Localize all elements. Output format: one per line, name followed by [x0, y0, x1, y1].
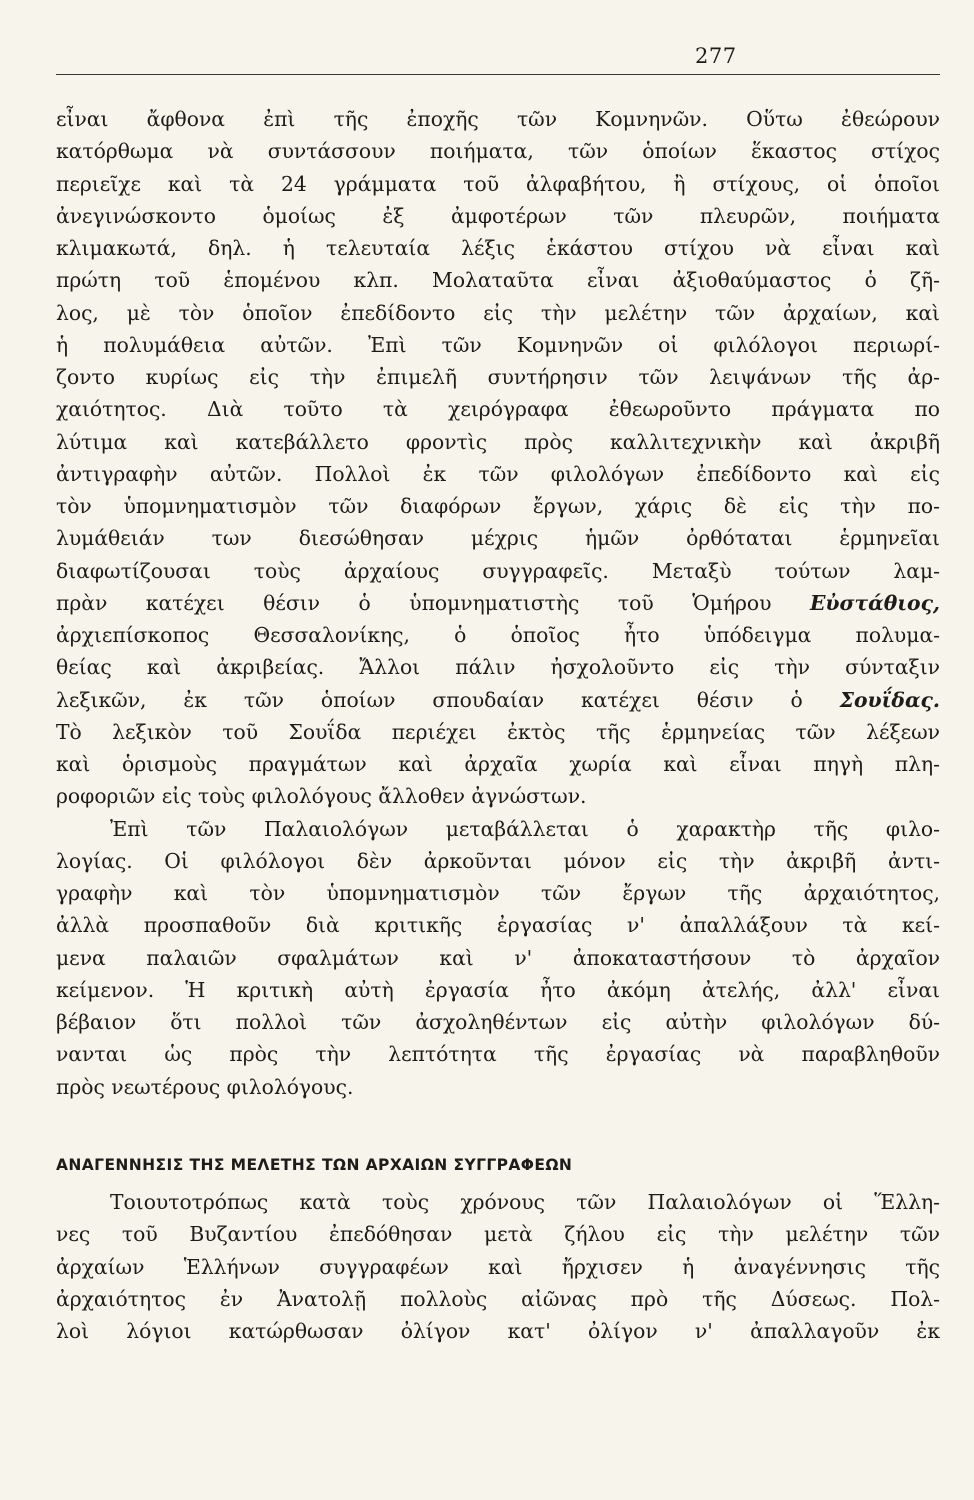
text-line: λοὶ λόγιοι κατώρθωσαν ὀλίγον κατ' ὀλίγον ν' ἀπαλλαγοῦν ἐκ: [56, 1319, 940, 1343]
text-line: κατόρθωμα νὰ συντάσσουν ποιήματα, τῶν ὁποίων ἕκαστος στίχος: [56, 139, 940, 164]
text-line: λος, μὲ τὸν ὁποῖον ἐπεδίδοντο εἰς τὴν μελέτην τῶν ἀρχαίων, καὶ: [56, 300, 940, 325]
text-line: λογίας. Οἱ φιλόλογοι δὲν ἀρκοῦνται μόνον εἰς τὴν ἀκριβῆ ἀντι-: [56, 848, 940, 873]
paragraph-komnenoi: [56, 103, 940, 813]
text-line: λυμάθειάν των διεσώθησαν μέχρις ἡμῶν ὀρθόταται ἑρμηνεῖαι: [56, 526, 940, 551]
text-line: κείμενον. Ἡ κριτικὴ αὐτὴ ἐργασία ἦτο ἀκόμη ἀτελής, ἀλλ' εἶναι: [56, 977, 940, 1002]
text-line: Τὸ λεξικὸν τοῦ Σουΐδα περιέχει ἐκτὸς τῆς ἑρμηνείας τῶν λέξεων: [56, 719, 940, 744]
text-line: ἀρχαίων Ἑλλήνων συγγραφέων καὶ ἤρχισεν ἡ ἀναγέννησις τῆς: [56, 1254, 940, 1279]
text-line: ἀντιγραφὴν αὐτῶν. Πολλοὶ ἐκ τῶν φιλολόγων ἐπεδίδοντο καὶ εἰς: [56, 461, 940, 486]
emphasis-souidas: Σουΐδας.: [839, 687, 940, 712]
line-text: πρὰν κατέχει θέσιν ὁ ὑπομνηματιστὴς τοῦ Ὁμήρου: [56, 590, 772, 615]
text-line: ἡ πολυμάθεια αὐτῶν. Ἐπὶ τῶν Κομνηνῶν οἱ φιλόλογοι περιωρί-: [56, 332, 940, 357]
text-line: ροφοριῶν εἰς τοὺς φιλολόγους ἄλλοθεν ἀγνώστων.: [56, 784, 587, 809]
text-line: θείας καὶ ἀκριβείας. Ἄλλοι πάλιν ἠσχολοῦντο εἰς τὴν σύνταξιν: [56, 655, 940, 680]
text-line: νανται ὡς πρὸς τὴν λεπτότητα τῆς ἐργασίας νὰ παραβληθοῦν: [56, 1042, 940, 1067]
text-line: γραφὴν καὶ τὸν ὑπομνηματισμὸν τῶν ἔργων τῆς ἀρχαιότητος,: [56, 881, 940, 905]
text-line: Ἐπὶ τῶν Παλαιολόγων μεταβάλλεται ὁ χαρακτὴρ τῆς φιλο-: [110, 816, 940, 841]
emphasis-eustathios: Εὐστάθιος,: [809, 590, 940, 615]
text-line: τὸν ὑπομνηματισμὸν τῶν διαφόρων ἔργων, χάρις δὲ εἰς τὴν πο-: [56, 494, 940, 518]
text-line: περιεῖχε καὶ τὰ 24 γράμματα τοῦ ἀλφαβήτου, ἢ στίχους, οἱ ὁποῖοι: [56, 171, 940, 196]
paragraph-palaiologoi: [56, 813, 940, 1103]
text-line: ἀρχαιότητος ἐν Ἀνατολῇ πολλοὺς αἰῶνας πρὸ τῆς Δύσεως. Πολ-: [56, 1286, 940, 1311]
text-line: [56, 684, 940, 716]
text-line: Τοιουτοτρόπως κατὰ τοὺς χρόνους τῶν Παλαιολόγων οἱ Ἕλλη-: [110, 1190, 940, 1214]
text-line: λύτιμα καὶ κατεβάλλετο φροντὶς πρὸς καλλιτεχνικὴν καὶ ἀκριβῆ: [56, 429, 940, 454]
text-line: νες τοῦ Βυζαντίου ἐπεδόθησαν μετὰ ζήλου εἰς τὴν μελέτην τῶν: [56, 1222, 940, 1247]
text-line: ζοντο κυρίως εἰς τὴν ἐπιμελῆ συντήρησιν τῶν λειψάνων τῆς ἀρ-: [56, 365, 940, 389]
page-number: 277: [695, 44, 737, 68]
text-line: πρὸς νεωτέρους φιλολόγους.: [56, 1074, 354, 1099]
text-line: ἀρχιεπίσκοπος Θεσσαλονίκης, ὁ ὁποῖος ἦτο ὑπόδειγμα πολυμα-: [56, 623, 940, 647]
header-rule: [56, 74, 940, 75]
text-line: πρώτη τοῦ ἑπομένου κλπ. Μολαταῦτα εἶναι ἀξιοθαύμαστος ὁ ζῆ-: [56, 268, 940, 293]
line-text: λεξικῶν, ἐκ τῶν ὁποίων σπουδαίαν κατέχει θέσιν ὁ: [56, 687, 803, 712]
text-line: διαφωτίζουσαι τοὺς ἀρχαίους συγγραφεῖς. Μεταξὺ τούτων λαμ-: [56, 558, 940, 583]
text-line: [56, 587, 940, 619]
text-line: βέβαιον ὅτι πολλοὶ τῶν ἀσχοληθέντων εἰς αὐτὴν φιλολόγων δύ-: [56, 1010, 940, 1034]
section-heading: ΑΝΑΓΕΝΝΗΣΙΣ ΤΗΣ ΜΕΛΕΤΗΣ ΤΩΝ ΑΡΧΑΙΩΝ ΣΥΓΓΡΑΦΕΩΝ: [56, 1156, 573, 1174]
text-line: καὶ ὁρισμοὺς πραγμάτων καὶ ἀρχαῖα χωρία καὶ εἶναι πηγὴ πλη-: [56, 752, 940, 776]
text-line: εἶναι ἄφθονα ἐπὶ τῆς ἐποχῆς τῶν Κομνηνῶν. Οὕτω ἐθεώρουν: [56, 107, 940, 131]
text-line: ἀλλὰ προσπαθοῦν διὰ κριτικῆς ἐργασίας ν' ἀπαλλάξουν τὰ κεί-: [56, 913, 940, 938]
paragraph-renaissance: [56, 1186, 940, 1347]
text-line: μενα παλαιῶν σφαλμάτων καὶ ν' ἀποκαταστήσουν τὸ ἀρχαῖον: [56, 945, 940, 970]
text-line: χαιότητος. Διὰ τοῦτο τὰ χειρόγραφα ἐθεωροῦντο πράγματα πο: [56, 397, 940, 422]
text-line: ἀνεγινώσκοντο ὁμοίως ἐξ ἀμφοτέρων τῶν πλευρῶν, ποιήματα: [56, 203, 940, 228]
text-line: κλιμακωτά, δηλ. ἡ τελευταία λέξις ἑκάστου στίχου νὰ εἶναι καὶ: [56, 236, 940, 260]
